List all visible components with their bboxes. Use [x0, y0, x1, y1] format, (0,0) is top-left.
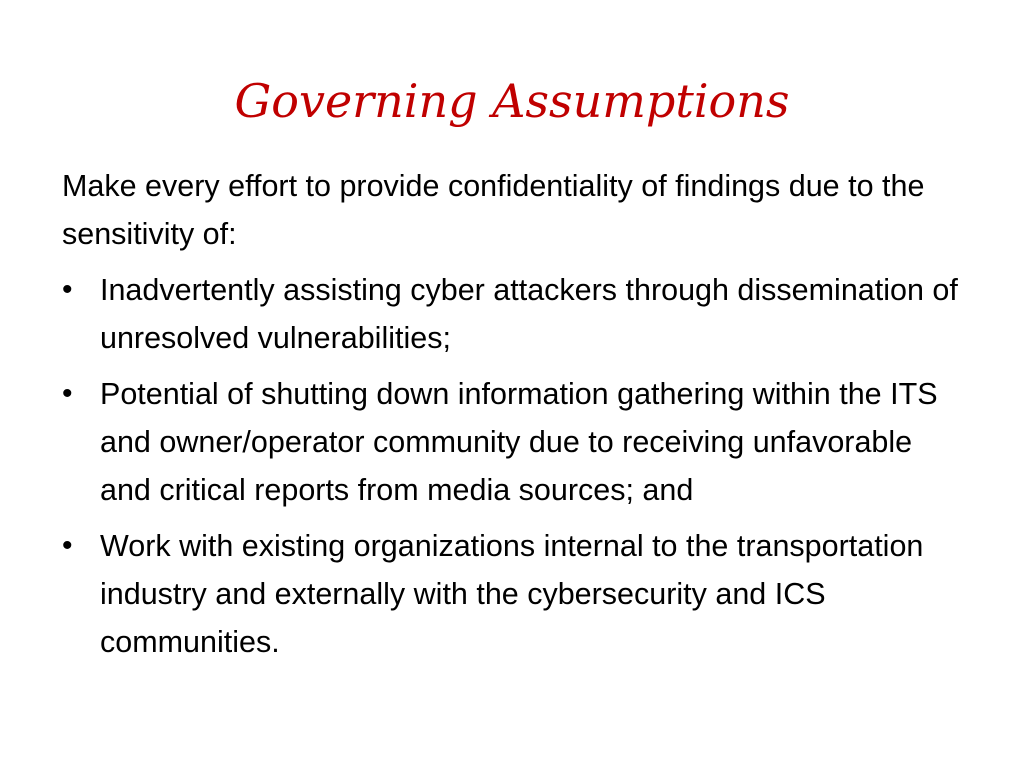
bullet-marker: • — [62, 529, 73, 562]
bullet-marker: • — [62, 273, 73, 306]
bullet-item — [62, 370, 962, 514]
intro-paragraph: Make every effort to provide confidentiality of findings due to the sensitivity of: — [62, 169, 925, 251]
bullet-text: Potential of shutting down information gathering within the ITS and owner/operator community due to receiving unfavorable and critical reports from media sources; and — [100, 377, 938, 507]
bullet-item — [62, 522, 962, 666]
bullet-marker: • — [62, 377, 73, 410]
slide-title: Governing Assumptions — [234, 74, 790, 128]
slide-body — [62, 162, 962, 674]
bullet-text: Work with existing organizations internal to the transportation industry and externally with the cybersecurity and ICS communities. — [100, 529, 924, 659]
bullet-list — [62, 266, 962, 666]
bullet-item — [62, 266, 962, 362]
bullet-text: Inadvertently assisting cyber attackers through dissemination of unresolved vulnerabilities; — [100, 273, 958, 355]
